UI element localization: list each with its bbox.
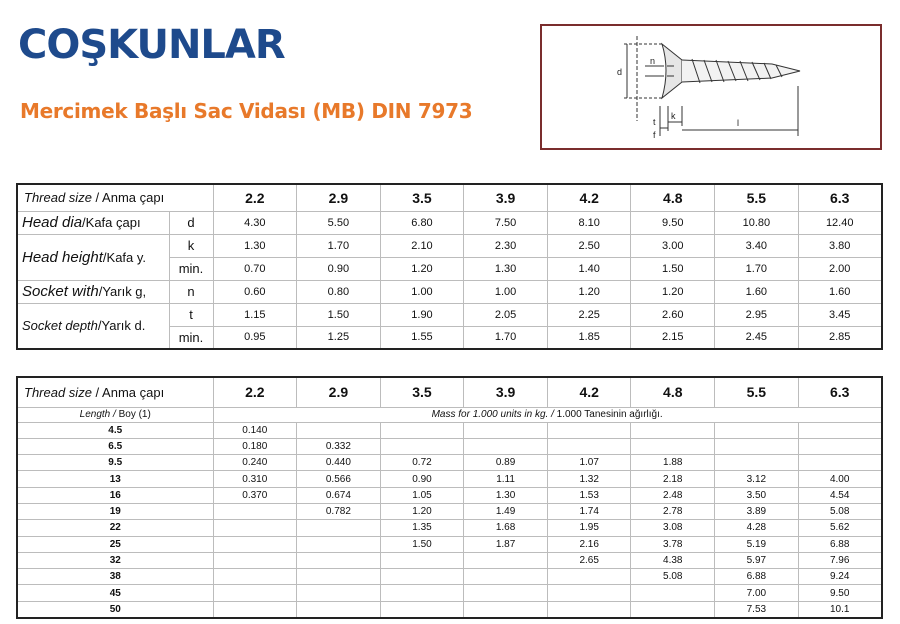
table-cell: 5.19 [715,536,799,552]
table-cell: 1.49 [464,503,548,519]
table-cell: 1.20 [547,280,631,303]
table-cell: 2.48 [631,487,715,503]
row-label-tr: /Yarık d. [97,318,146,334]
mass-header-row [17,377,882,407]
dimensions-table [16,183,883,350]
dim-label-f: f [653,130,656,140]
table-cell: 1.20 [380,503,464,519]
table-cell: 1.70 [464,326,548,349]
table-cell: 1.87 [464,536,548,552]
mass-note-tr: 1.000 Tanesinin ağırlığı. [553,409,663,420]
table-cell: 9.24 [798,569,882,585]
table-cell [297,552,381,568]
length-cell: 4.5 [17,422,213,438]
table-cell: 5.50 [297,211,381,234]
table-cell: 1.30 [213,234,297,257]
table-cell: 1.70 [297,234,381,257]
table-cell: 2.85 [798,326,882,349]
table-cell: 2.78 [631,503,715,519]
table-cell: 3.12 [715,471,799,487]
table-cell: 1.50 [380,536,464,552]
row-symbol: k [169,234,213,257]
thread-size-header-en: Thread size [24,190,92,206]
row-symbol: d [169,211,213,234]
table-row [17,536,882,552]
table-cell: 0.370 [213,487,297,503]
table-cell: 2.50 [547,234,631,257]
table-cell [715,455,799,471]
size-header: 2.9 [297,184,381,211]
table-cell: 3.40 [715,234,799,257]
table-cell: 0.90 [380,471,464,487]
size-header: 4.2 [547,184,631,211]
dim-label-l: l [737,118,739,128]
table-cell [631,438,715,454]
table-cell [213,520,297,536]
size-header: 6.3 [798,377,882,407]
table-cell: 5.08 [798,503,882,519]
table-cell: 0.332 [297,438,381,454]
table-cell: 1.68 [464,520,548,536]
thread-size-header-tr: / Anma çapı [91,384,165,400]
length-cell: 38 [17,569,213,585]
table-cell: 1.05 [380,487,464,503]
table-cell: 1.11 [464,471,548,487]
table-cell: 0.90 [297,257,381,280]
table-cell [213,601,297,617]
table-cell: 3.45 [798,303,882,326]
thread-size-header [17,184,213,211]
length-cell: 45 [17,585,213,601]
table-cell: 3.80 [798,234,882,257]
table-cell [297,520,381,536]
size-header: 3.9 [464,184,548,211]
screw-technical-drawing [540,24,882,150]
table-cell: 1.70 [715,257,799,280]
size-header: 6.3 [798,184,882,211]
size-header: 5.5 [715,377,799,407]
table-cell: 2.95 [715,303,799,326]
table-cell: 2.00 [798,257,882,280]
row-symbol: n [169,280,213,303]
table-cell: 7.50 [464,211,548,234]
table-cell: 2.05 [464,303,548,326]
row-label-en: Socket with [22,283,99,300]
size-header: 3.5 [380,184,464,211]
row-label-socket-depth [17,303,169,349]
table-cell: 1.85 [547,326,631,349]
table-row [17,422,882,438]
table-cell: 10.1 [798,601,882,617]
thread-size-header [17,377,213,407]
table-cell [631,601,715,617]
length-cell: 19 [17,503,213,519]
table-cell: 4.30 [213,211,297,234]
table-cell: 1.50 [297,303,381,326]
logo-text-left: CO [18,22,80,68]
table-cell: 3.08 [631,520,715,536]
table-row [17,601,882,617]
table-cell [380,422,464,438]
table-cell: 1.40 [547,257,631,280]
table-cell: 1.88 [631,455,715,471]
size-header: 2.9 [297,377,381,407]
table-cell: 1.07 [547,455,631,471]
size-header: 3.9 [464,377,548,407]
length-cell: 16 [17,487,213,503]
table-cell: 1.25 [297,326,381,349]
mass-subheader-row [17,407,882,422]
table-cell: 1.20 [380,257,464,280]
size-header: 3.5 [380,377,464,407]
table-cell [715,422,799,438]
table-cell: 1.00 [464,280,548,303]
mass-note [213,407,882,422]
table-cell: 0.89 [464,455,548,471]
thread-size-header-en: Thread size [24,384,92,400]
table-cell [213,503,297,519]
table-cell: 0.95 [213,326,297,349]
table-cell: 2.65 [547,552,631,568]
table-row [17,303,882,326]
brand-logo [18,20,285,70]
logo-text-right: ŞKUNLAR [79,22,285,68]
table-cell [798,422,882,438]
dim-label-k: k [671,111,676,121]
table-cell: 0.72 [380,455,464,471]
table-cell: 0.674 [297,487,381,503]
table-cell [297,585,381,601]
table-row [17,471,882,487]
table-cell: 3.50 [715,487,799,503]
row-label-head-dia [17,211,169,234]
dim-label-n: n [650,56,656,66]
table-cell: 5.62 [798,520,882,536]
table-cell [380,601,464,617]
length-header-tr: Boy (1) [115,409,151,420]
table-cell [715,438,799,454]
table-cell: 1.35 [380,520,464,536]
table-cell [297,536,381,552]
table-cell: 0.440 [297,455,381,471]
size-header: 2.2 [213,184,297,211]
size-header: 4.2 [547,377,631,407]
mass-note-en: Mass for 1.000 units in kg. / [431,409,554,420]
table-row [17,211,882,234]
table-cell [798,438,882,454]
table-cell: 0.70 [213,257,297,280]
length-header [17,407,213,422]
length-cell: 6.5 [17,438,213,454]
table-cell: 1.30 [464,487,548,503]
length-cell: 50 [17,601,213,617]
row-label-tr: /Yarık g, [98,284,147,299]
table-cell [464,438,548,454]
table-cell: 1.15 [213,303,297,326]
table-cell: 2.25 [547,303,631,326]
table-cell [547,585,631,601]
table-cell [547,422,631,438]
table-cell: 1.60 [715,280,799,303]
table-row [17,520,882,536]
table-cell: 6.80 [380,211,464,234]
table-cell [213,536,297,552]
table-cell [464,601,548,617]
table-cell [380,569,464,585]
table-cell: 5.08 [631,569,715,585]
table-cell: 1.32 [547,471,631,487]
dimensions-header-row [17,184,882,211]
row-label-head-height [17,234,169,280]
table-cell: 1.53 [547,487,631,503]
table-cell: 7.53 [715,601,799,617]
table-cell [798,455,882,471]
table-cell: 1.95 [547,520,631,536]
table-row [17,280,882,303]
table-cell [297,601,381,617]
table-cell: 1.90 [380,303,464,326]
table-cell [213,585,297,601]
table-cell: 9.50 [798,585,882,601]
table-row [17,455,882,471]
table-cell: 6.88 [798,536,882,552]
table-cell [297,422,381,438]
table-cell: 0.180 [213,438,297,454]
table-cell: 1.30 [464,257,548,280]
table-cell [464,585,548,601]
table-row [17,552,882,568]
table-cell: 3.89 [715,503,799,519]
dim-label-t: t [653,117,656,127]
table-cell [631,422,715,438]
table-cell: 1.50 [631,257,715,280]
row-label-tr: /Kafa çapı [82,215,141,230]
row-label-en: Socket depth [22,318,98,334]
row-label-en: Head height [22,248,103,266]
table-cell: 3.78 [631,536,715,552]
mass-table-body [17,422,882,618]
table-cell: 2.30 [464,234,548,257]
table-cell: 10.80 [715,211,799,234]
table-cell: 7.96 [798,552,882,568]
table-cell: 4.00 [798,471,882,487]
size-header: 4.8 [631,184,715,211]
row-symbol: t [169,303,213,326]
table-cell: 12.40 [798,211,882,234]
table-cell: 0.80 [297,280,381,303]
table-cell: 1.00 [380,280,464,303]
table-row [17,503,882,519]
table-row [17,487,882,503]
mass-table [16,376,883,619]
table-cell: 4.38 [631,552,715,568]
table-cell: 0.240 [213,455,297,471]
table-cell: 1.60 [798,280,882,303]
table-cell [380,552,464,568]
table-cell: 1.74 [547,503,631,519]
row-label-en: Head dia [22,214,83,231]
row-label-socket-width [17,280,169,303]
dim-label-d: d [617,67,623,77]
length-cell: 9.5 [17,455,213,471]
table-cell: 0.310 [213,471,297,487]
length-cell: 32 [17,552,213,568]
length-header-en: Length / [79,409,116,420]
row-label-tr: /Kafa y. [102,249,147,265]
table-cell: 8.10 [547,211,631,234]
length-cell: 13 [17,471,213,487]
table-cell: 4.54 [798,487,882,503]
table-cell: 5.97 [715,552,799,568]
table-row [17,569,882,585]
table-cell: 2.10 [380,234,464,257]
table-cell [631,585,715,601]
table-cell: 0.566 [297,471,381,487]
table-row [17,585,882,601]
table-cell: 0.782 [297,503,381,519]
size-header: 5.5 [715,184,799,211]
table-cell: 2.60 [631,303,715,326]
table-cell: 1.55 [380,326,464,349]
table-cell [464,569,548,585]
length-cell: 25 [17,536,213,552]
table-cell [213,569,297,585]
table-cell: 2.45 [715,326,799,349]
length-cell: 22 [17,520,213,536]
table-cell: 7.00 [715,585,799,601]
table-cell: 1.20 [631,280,715,303]
table-cell: 0.60 [213,280,297,303]
table-row [17,234,882,257]
table-row [17,438,882,454]
size-header: 2.2 [213,377,297,407]
table-cell [464,552,548,568]
table-cell: 2.18 [631,471,715,487]
table-cell [380,438,464,454]
table-cell [297,569,381,585]
table-cell [547,569,631,585]
thread-size-header-tr: / Anma çapı [91,190,165,206]
size-header: 4.8 [631,377,715,407]
table-cell: 2.15 [631,326,715,349]
table-cell [464,422,548,438]
table-cell [547,438,631,454]
table-cell [213,552,297,568]
table-cell [380,585,464,601]
table-cell: 9.50 [631,211,715,234]
table-cell: 0.140 [213,422,297,438]
row-symbol: min. [169,257,213,280]
page-title: Mercimek Başlı Sac Vidası (MB) DIN 7973 [20,99,473,123]
table-cell: 4.28 [715,520,799,536]
table-cell: 2.16 [547,536,631,552]
row-symbol: min. [169,326,213,349]
table-cell [547,601,631,617]
table-cell: 3.00 [631,234,715,257]
table-cell: 6.88 [715,569,799,585]
